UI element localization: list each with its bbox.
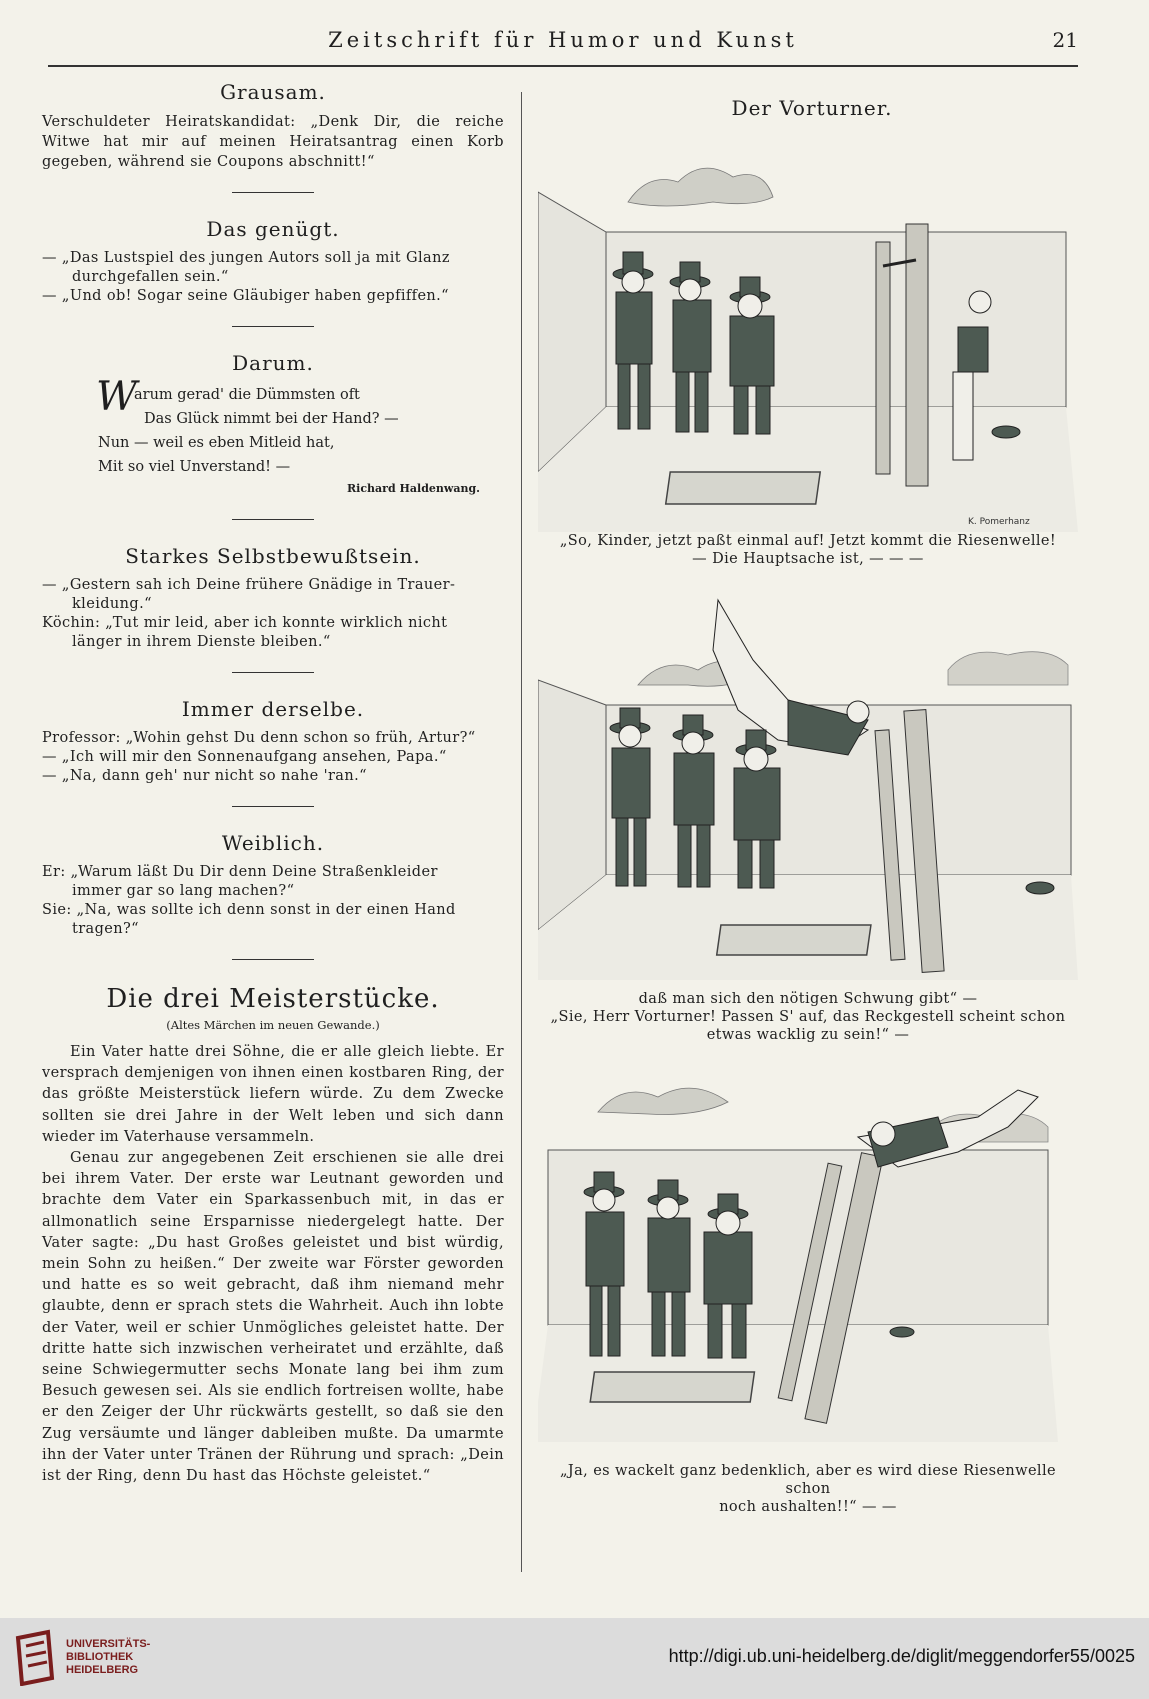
- section-title: Weiblich.: [221, 831, 325, 855]
- section-title: Grausam.: [220, 80, 326, 104]
- caption-2: [538, 990, 1078, 1044]
- dialogue-line: immer gar so lang machen?“: [72, 883, 295, 899]
- dialogue-line: — „Na, dann geh' nur nicht so nahe 'ran.“: [42, 768, 367, 784]
- section-starkes-selbstbewusstsein: [42, 544, 504, 652]
- column-rule: [521, 92, 522, 1572]
- section-title: Das genügt.: [206, 217, 340, 241]
- poem-line: Mit so viel Unverstand! —: [98, 459, 291, 475]
- dialogue-line: Er: „Warum läßt Du Dir denn Deine Straßenkleider: [42, 864, 438, 880]
- poem: [42, 374, 504, 499]
- section-grausam: [42, 80, 504, 172]
- caption-line: „Ja, es wackelt ganz bedenklich, aber es wird diese Riesenwelle schon: [560, 1463, 1056, 1497]
- running-header: [48, 28, 1078, 58]
- section-text: Verschuldeter Heiratskandidat: „Denk Dir, die reiche Witwe hat mir auf meinen Heiratsantrag einen Korb gegeben, während sie Coupons abschnitt!“: [42, 114, 504, 170]
- dialogue-line: Sie: „Na, was sollte ich denn sonst in der einen Hand: [42, 902, 456, 918]
- story-paragraph: Ein Vater hatte drei Söhne, die er alle gleich liebte. Er versprach demjenigen von ihnen einen kostbaren Ring, der das größte Meisterstück liefern würde. Zu dem Zwecke sollten sie drei Jahre in der Welt leben und sich dann wieder im Vaterhause versammeln.: [42, 1044, 504, 1145]
- divider: [232, 672, 314, 673]
- caption-line: noch aushalten!!“ — —: [719, 1499, 897, 1515]
- dialogue-line: Köchin: „Tut mir leid, aber ich konnte wirklich nicht: [42, 615, 448, 631]
- divider: [232, 959, 314, 960]
- poem-line: Das Glück nimmt bei der Hand? —: [144, 411, 399, 427]
- drop-cap: W: [96, 374, 138, 420]
- library-logo-icon: [14, 1628, 56, 1686]
- divider: [232, 192, 314, 193]
- caption-line: „So, Kinder, jetzt paßt einmal auf! Jetzt kommt die Riesenwelle!: [559, 533, 1057, 549]
- section-die-drei-meisterstuecke: [42, 984, 504, 1487]
- dialogue-line: — „Ich will mir den Sonnenaufgang ansehen, Papa.“: [42, 749, 447, 765]
- library-name: [66, 1638, 150, 1677]
- divider: [232, 806, 314, 807]
- page-number: 21: [1052, 28, 1078, 52]
- dialogue: [42, 863, 504, 939]
- cartoon-illustration-2: [538, 590, 1078, 990]
- story-title: Die drei Meisterstücke.: [106, 984, 440, 1014]
- cartoon-panel-1: [538, 132, 1078, 568]
- dialogue: [42, 576, 504, 652]
- poem-line: Nun — weil es eben Mitleid hat,: [98, 435, 335, 451]
- dialogue: [42, 249, 504, 306]
- divider: [232, 519, 314, 520]
- dialogue-line: durchgefallen sein.“: [72, 269, 229, 285]
- caption-line: daß man sich den nötigen Schwung gibt“ —: [638, 991, 978, 1007]
- section-das-genuegt: [42, 217, 504, 306]
- cartoon-illustration-1: [538, 132, 1078, 532]
- dialogue-line: — „Und ob! Sogar seine Gläubiger haben gepfiffen.“: [42, 288, 449, 304]
- dialogue-line: länger in ihrem Dienste bleiben.“: [72, 634, 331, 650]
- header-rule: [48, 65, 1078, 67]
- section-weiblich: [42, 831, 504, 939]
- section-title: Immer derselbe.: [181, 697, 365, 721]
- cartoon-title: Der Vorturner.: [731, 96, 893, 120]
- dialogue-line: kleidung.“: [72, 596, 152, 612]
- story-paragraph: Genau zur angegebenen Zeit erschienen sie alle drei bei ihrem Vater. Der erste war Leutnant geworden und brachte dem Vater ein Sparkassenbuch mit, in das er allmonatlich seine Ersparnisse niedergelegt hatte. Der Vater sagte: „Du hast Großes geleistet und bist würdig, mein Sohn zu heißen.“ Der zweite war Förster geworden und hatte es so weit gebracht, daß ihm niemand mehr glaubte, denn er sprach stets die Wahrheit. Auch ihn lobte der Vater, weil er schier Unmögliches geleistet hatte. Der dritte hatte sich inzwischen verheiratet und erzählte, daß seine Schwiegermutter sechs Monate lang bei ihm zum Besuch gewesen sei. Als sie endlich fortreisen wollte, habe er den Zeiger der Uhr rückwärts gestellt, so daß sie den Zug versäumte und länger dableiben mußte. Da umarmte ihn der Vater unter Tränen der Rührung und sprach: „Dein ist der Ring, denn Du hast das Höchste geleistet.“: [42, 1150, 504, 1485]
- cartoon-panel-3: [538, 1062, 1078, 1516]
- cartoon-panel-2: [538, 590, 1078, 1044]
- journal-title: Zeitschrift für Humor und Kunst: [328, 28, 798, 52]
- caption-1: [538, 532, 1078, 568]
- dialogue-line: tragen?“: [72, 921, 139, 937]
- library-name-line: BIBLIOTHEK: [66, 1651, 134, 1663]
- dialogue-line: — „Gestern sah ich Deine frühere Gnädige in Trauer-: [42, 577, 456, 593]
- dialogue: [42, 729, 504, 786]
- library-name-line: UNIVERSITÄTS-: [66, 1638, 151, 1650]
- caption-3: [538, 1462, 1078, 1516]
- caption-line: „Sie, Herr Vorturner! Passen S' auf, das Reckgestell scheint schon: [550, 1009, 1066, 1025]
- poem-author: Richard Haldenwang.: [347, 482, 480, 495]
- story-subtitle: (Altes Märchen im neuen Gewande.): [166, 1018, 380, 1032]
- caption-line: etwas wacklig zu sein!“ —: [706, 1027, 910, 1043]
- artist-signature: K. Pomerhanz: [968, 517, 1030, 527]
- cartoon-illustration-3: [538, 1062, 1078, 1462]
- caption-line: — Die Hauptsache ist, — — —: [692, 551, 924, 567]
- section-immer-derselbe: [42, 697, 504, 786]
- left-column: [42, 80, 504, 1487]
- source-url-link[interactable]: http://digi.ub.uni-heidelberg.de/diglit/meggendorfer55/0025: [668, 1646, 1135, 1666]
- divider: [232, 326, 314, 327]
- section-title: Darum.: [232, 351, 314, 375]
- section-darum: [42, 351, 504, 499]
- dialogue-line: — „Das Lustspiel des jungen Autors soll ja mit Glanz: [42, 250, 450, 266]
- section-title: Starkes Selbstbewußtsein.: [125, 544, 421, 568]
- footer-bar: [0, 1618, 1149, 1699]
- dialogue-line: Professor: „Wohin gehst Du denn schon so früh, Artur?“: [42, 730, 476, 746]
- library-name-line: HEIDELBERG: [66, 1664, 139, 1676]
- right-column: [532, 96, 1092, 1516]
- poem-line: arum gerad' die Dümmsten oft: [134, 387, 360, 403]
